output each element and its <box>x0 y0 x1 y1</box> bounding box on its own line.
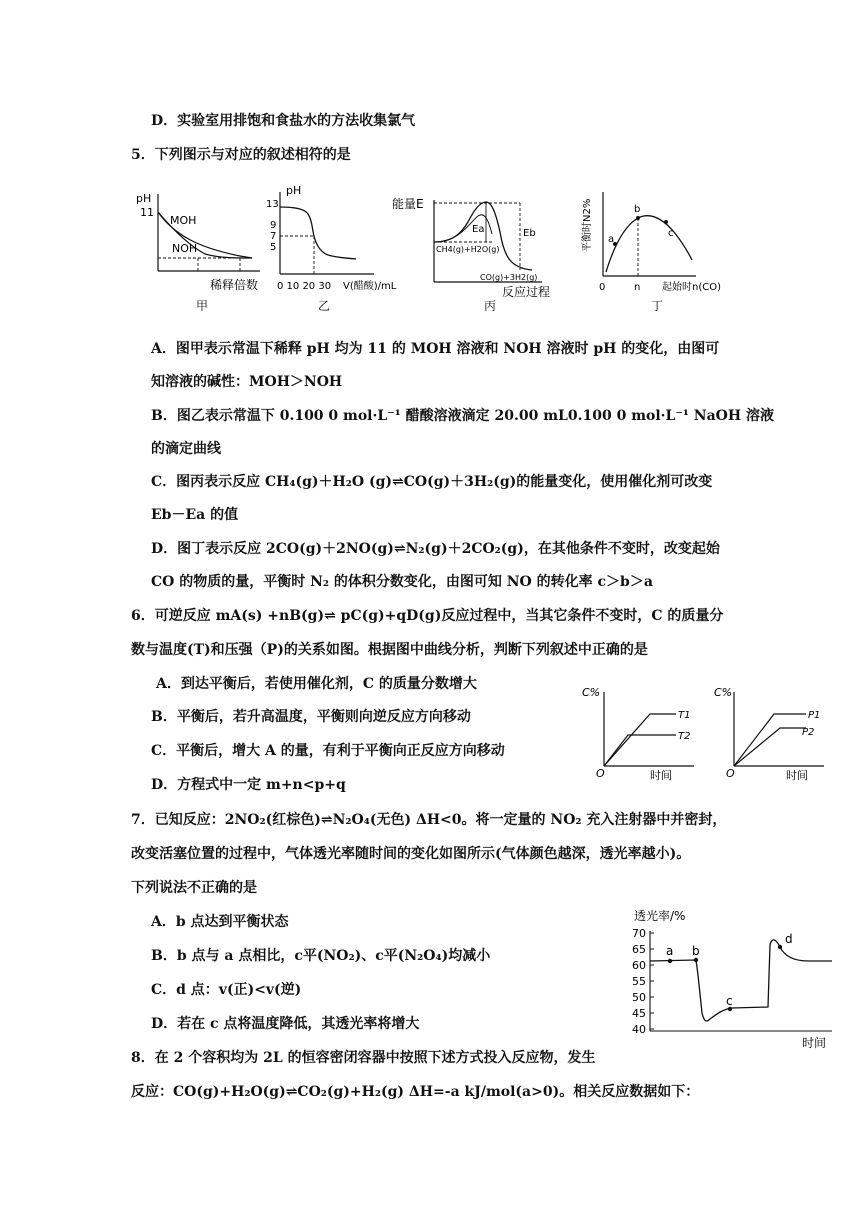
bing-ylabel: 能量E <box>392 197 424 211</box>
ding-xlabel: 起始时n(CO) <box>662 282 721 293</box>
bing-reactant: CH4(g)+H2O(g) <box>436 245 500 254</box>
ding-ylabel: 平衡时N2% <box>582 198 593 252</box>
q7-point-c: c <box>726 994 733 1008</box>
q5-option-b-line2: 的滴定曲线 <box>151 441 221 457</box>
ding-n: n <box>634 282 641 293</box>
bing-product: CO(g)+3H2(g) <box>480 273 538 282</box>
q6-option-b: B．平衡后，若升高温度，平衡则向逆反应方向移动 <box>151 709 471 725</box>
p-p2: P2 <box>802 727 815 738</box>
q5-option-d-line1: D．图丁表示反应 2CO(g)＋2NO(g)⇌N₂(g)＋2CO₂(g)，在其他条件不变时，改变起始 <box>151 541 720 557</box>
ding-c: c <box>668 228 674 239</box>
q7-option-b: B．b 点与 a 点相比，c平(NO₂)、c平(N₂O₄)均减小 <box>151 948 491 964</box>
q7-ytick-55: 55 <box>632 975 646 988</box>
bing-xlabel: 反应过程 <box>502 285 551 299</box>
q4-option-d: D．实验室用排饱和食盐水的方法收集氯气 <box>151 113 416 129</box>
q7-option-a: A．b 点达到平衡状态 <box>151 914 289 930</box>
q6-stem-line1: 6．可逆反应 mA(s) +nB(g)⇌ pC(g)+qD(g)反应过程中，当其它条件不变时，C 的质量分 <box>131 608 724 624</box>
jia-moh: MOH <box>170 214 197 227</box>
q5-option-a-line2: 知溶液的碱性：MOH＞NOH <box>151 374 343 390</box>
ding-zero: 0 <box>599 282 606 293</box>
q6-option-d: D．方程式中一定 m+n<p+q <box>151 777 346 793</box>
yi-ylabel: pH <box>286 184 302 197</box>
bing-ea: Ea <box>472 224 485 235</box>
jia-xlabel: 稀释倍数 <box>210 278 259 292</box>
figure-bing <box>392 192 562 302</box>
q7-chart-ylabel: 透光率/% <box>634 909 686 923</box>
q7-option-d: D．若在 c 点将温度降低，其透光率将增大 <box>151 1016 420 1032</box>
jia-y11: 11 <box>140 206 154 219</box>
q6-option-c: C．平衡后，增大 A 的量，有利于平衡向正反应方向移动 <box>151 743 505 759</box>
q7-ytick-45: 45 <box>632 1007 646 1020</box>
p-ylabel: C% <box>714 686 733 699</box>
p-origin: O <box>726 767 735 780</box>
yi-t13: 13 <box>266 199 279 210</box>
q5-stem: 5．下列图示与对应的叙述相符的是 <box>131 147 351 163</box>
bing-eb: Eb <box>523 228 536 239</box>
q7-stem-line1: 7．已知反应：2NO₂(红棕色)⇌N₂O₄(无色) ΔH<0。将一定量的 NO₂ 充入注射器中并密封， <box>131 812 727 828</box>
p-xlabel: 时间 <box>786 769 808 782</box>
q7-chart-xlabel: 时间 <box>802 1036 827 1050</box>
yi-caption: 乙 <box>318 299 331 313</box>
q5-option-c-line2: Eb－Ea 的值 <box>151 507 239 523</box>
q6-stem-line2: 数与温度(T)和压强（P)的关系如图。根据图中曲线分析，判断下列叙述中正确的是 <box>131 642 648 658</box>
q7-ytick-50: 50 <box>632 991 646 1004</box>
q7-point-d: d <box>785 932 793 946</box>
q7-transmittance-chart <box>628 905 838 1055</box>
q8-stem-line1: 8．在 2 个容积均为 2L 的恒容密闭容器中按照下述方式投入反应物，发生 <box>131 1050 596 1066</box>
figure-jia <box>130 186 265 301</box>
ding-caption: 丁 <box>651 299 664 313</box>
q7-y-ticks <box>632 927 654 1036</box>
q7-point-a: a <box>666 944 674 958</box>
q6-option-a: A．到达平衡后，若使用催化剂，C 的质量分数增大 <box>156 676 477 692</box>
t-xlabel: 时间 <box>650 769 672 782</box>
jia-caption: 甲 <box>196 299 209 313</box>
q7-stem-line2: 改变活塞位置的过程中，气体透光率随时间的变化如图所示(气体颜色越深，透光率越小)。 <box>131 846 691 862</box>
q5-option-a-line1: A．图甲表示常温下稀释 pH 均为 11 的 MOH 溶液和 NOH 溶液时 pH 的变化，由图可 <box>151 341 720 357</box>
yi-xlabel: V(醋酸)/mL <box>343 281 397 292</box>
q6-graph-pressure <box>712 680 842 785</box>
ding-b: b <box>634 204 641 215</box>
yi-t5: 5 <box>270 242 277 253</box>
jia-ylabel: pH <box>136 192 152 205</box>
q5-option-b-line1: B．图乙表示常温下 0.100 0 mol·L⁻¹ 醋酸溶液滴定 20.00 mL0.100 0 mol·L⁻¹ NaOH 溶液 <box>151 408 774 424</box>
q7-option-c: C．d 点：v(正)<v(逆) <box>151 982 302 998</box>
jia-noh: NOH <box>172 242 198 255</box>
q6-graph-temperature <box>582 680 712 785</box>
q5-option-c-line1: C．图丙表示反应 CH₄(g)＋H₂O (g)⇌CO(g)＋3H₂(g)的能量变化，使用催化剂可改变 <box>151 474 713 490</box>
p-p1: P1 <box>808 710 821 721</box>
t-t2: T2 <box>678 731 691 742</box>
figure-ding <box>578 184 738 299</box>
q7-ytick-60: 60 <box>632 959 646 972</box>
t-origin: O <box>596 767 605 780</box>
t-t1: T1 <box>678 710 691 721</box>
q7-ytick-40: 40 <box>632 1023 646 1036</box>
q5-option-d-line2: CO 的物质的量，平衡时 N₂ 的体积分数变化，由图可知 NO 的转化率 c＞b＞a <box>151 574 653 590</box>
q7-stem-line3: 下列说法不正确的是 <box>131 880 257 896</box>
q7-point-b: b <box>692 944 700 958</box>
yi-xticks: 0 10 20 30 <box>277 281 332 292</box>
ding-a: a <box>608 234 615 245</box>
yi-t9: 9 <box>270 220 277 231</box>
q7-ytick-70: 70 <box>632 927 646 940</box>
t-ylabel: C% <box>582 686 601 699</box>
q8-stem-line2: 反应：CO(g)+H₂O(g)⇌CO₂(g)+H₂(g) ΔH=-a kJ/mol(a>0)。相关反应数据如下： <box>131 1084 700 1100</box>
bing-caption: 丙 <box>484 299 497 313</box>
figure-yi <box>262 182 412 302</box>
yi-t7: 7 <box>270 231 277 242</box>
q7-ytick-65: 65 <box>632 943 646 956</box>
